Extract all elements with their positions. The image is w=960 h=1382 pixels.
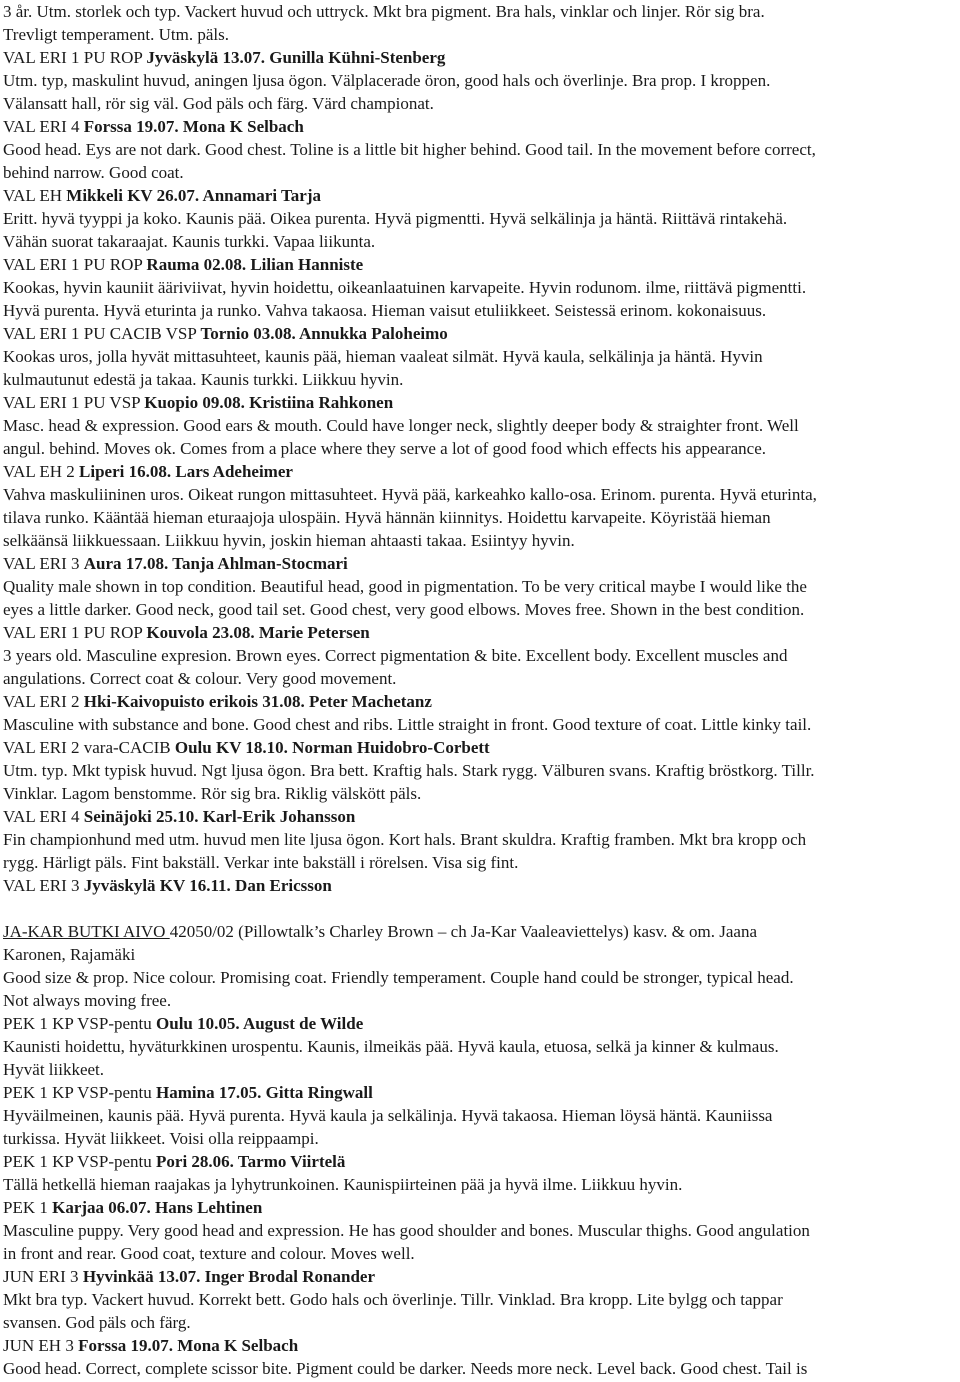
text-line bbox=[3, 966, 960, 989]
text-line bbox=[3, 575, 960, 598]
text-segment: PEK 1 bbox=[3, 1198, 53, 1217]
text-line bbox=[3, 368, 960, 391]
text-segment: VAL ERI 1 PU ROP bbox=[3, 48, 147, 67]
text-segment: Hyvä purenta. Hyvä eturinta ja runko. Vahva takaosa. Hieman vaisut etuliikkeet. Seistessä erinom. kokonaisuus. bbox=[3, 301, 767, 320]
show-heading: Oulu KV 18.10. Norman Huidobro-Corbett bbox=[174, 738, 490, 757]
blank-line bbox=[3, 897, 960, 920]
text-segment: VAL ERI 1 PU VSP bbox=[3, 393, 145, 412]
text-segment: Good size & prop. Nice colour. Promising coat. Friendly temperament. Couple hand could be stronger, typical head. bbox=[3, 968, 794, 987]
text-segment: VAL ERI 3 bbox=[3, 554, 84, 573]
text-segment: kulmautunut edestä ja takaa. Kaunis turkki. Liikkuu hyvin. bbox=[3, 370, 404, 389]
text-segment: angul. behind. Moves ok. Comes from a place where they serve a lot of good food which effects his appearance. bbox=[3, 439, 767, 458]
text-line bbox=[3, 1173, 960, 1196]
text-segment: JUN ERI 3 bbox=[3, 1267, 83, 1286]
text-line bbox=[3, 552, 960, 575]
text-segment: Masculine with substance and bone. Good chest and ribs. Little straight in front. Good texture of coat. Little kinky tail. bbox=[3, 715, 812, 734]
text-line bbox=[3, 23, 960, 46]
text-segment: Trevligt temperament. Utm. päls. bbox=[3, 25, 230, 44]
text-segment: selkäänsä liikkuessaan. Liikkuu hyvin, joskin hieman ahtaasti takaa. Esiintyy hyvin. bbox=[3, 531, 575, 550]
text-segment: turkissa. Hyvät liikkeet. Voisi olla reippaampi. bbox=[3, 1129, 319, 1148]
text-line bbox=[3, 161, 960, 184]
text-segment: Utm. typ. Mkt typisk huvud. Ngt ljusa ögon. Bra bett. Kraftig hals. Stark rygg. Välburen svans. Kraftig bröstkorg. Tillr. bbox=[3, 761, 815, 780]
text-segment: svansen. God päls och färg. bbox=[3, 1313, 191, 1332]
text-line bbox=[3, 1357, 960, 1380]
show-heading: Seinäjoki 25.10. Karl-Erik Johansson bbox=[83, 807, 356, 826]
text-segment: 3 år. Utm. storlek och typ. Vackert huvud och uttryck. Mkt bra pigment. Bra hals, vinklar och linjer. Rör sig bra. bbox=[3, 2, 765, 21]
text-line bbox=[3, 1150, 960, 1173]
show-heading: Kouvola 23.08. Marie Petersen bbox=[146, 623, 370, 642]
text-line bbox=[3, 828, 960, 851]
show-heading: Rauma 02.08. Lilian Hanniste bbox=[146, 255, 364, 274]
text-segment: Not always moving free. bbox=[3, 991, 172, 1010]
text-segment: Good head. Eys are not dark. Good chest. Toline is a little bit higher behind. Good tail. In the movement before correct, bbox=[3, 140, 816, 159]
show-heading: Tornio 03.08. Annukka Paloheimo bbox=[200, 324, 448, 343]
text-segment: PEK 1 KP VSP-pentu bbox=[3, 1083, 157, 1102]
text-line bbox=[3, 782, 960, 805]
dog-name: JA-KAR BUTKI AIVO bbox=[3, 922, 170, 941]
show-heading: Kuopio 09.08. Kristiina Rahkonen bbox=[144, 393, 394, 412]
text-line bbox=[3, 1242, 960, 1265]
text-segment: rygg. Härligt päls. Fint bakställ. Verkar inte bakställ i rörelsen. Visa sig fint. bbox=[3, 853, 519, 872]
text-segment: Kookas uros, jolla hyvät mittasuhteet, kaunis pää, hieman vaaleat silmät. Hyvä kaula, selkälinja ja häntä. Hyvin bbox=[3, 347, 763, 366]
text-line bbox=[3, 1265, 960, 1288]
text-line bbox=[3, 138, 960, 161]
text-line bbox=[3, 230, 960, 253]
text-line bbox=[3, 920, 960, 943]
text-line bbox=[3, 0, 960, 23]
text-line bbox=[3, 1219, 960, 1242]
text-segment: VAL EH bbox=[3, 186, 67, 205]
text-line bbox=[3, 414, 960, 437]
text-line bbox=[3, 1196, 960, 1219]
text-line bbox=[3, 690, 960, 713]
text-line bbox=[3, 92, 960, 115]
text-segment: Vähän suorat takaraajat. Kaunis turkki. Vapaa liikunta. bbox=[3, 232, 376, 251]
text-line bbox=[3, 1334, 960, 1357]
text-line bbox=[3, 805, 960, 828]
text-line bbox=[3, 1058, 960, 1081]
text-segment: VAL ERI 4 bbox=[3, 807, 84, 826]
text-line bbox=[3, 460, 960, 483]
text-segment: 42050/02 (Pillowtalk’s Charley Brown – ch Ja-Kar Vaaleaviettelys) kasv. & om. Jaana bbox=[169, 922, 758, 941]
show-heading: Forssa 19.07. Mona K Selbach bbox=[83, 117, 304, 136]
text-segment: Vahva maskuliininen uros. Oikeat rungon mittasuhteet. Hyvä pää, karkeahko kallo-osa. Erinom. purenta. Hyvä eturinta, bbox=[3, 485, 817, 504]
text-line bbox=[3, 989, 960, 1012]
text-segment: JUN EH 3 bbox=[3, 1336, 79, 1355]
show-heading: Jyväskylä KV 16.11. Dan Ericsson bbox=[83, 876, 332, 895]
text-line bbox=[3, 1311, 960, 1334]
text-segment: Tällä hetkellä hieman raajakas ja lyhytrunkoinen. Kaunispiirteinen pää ja hyvä ilme. Liikkuu hyvin. bbox=[3, 1175, 683, 1194]
text-line bbox=[3, 851, 960, 874]
text-line bbox=[3, 943, 960, 966]
text-line bbox=[3, 644, 960, 667]
text-line bbox=[3, 759, 960, 782]
text-line bbox=[3, 322, 960, 345]
text-segment: Välansatt hall, rör sig väl. God päls och färg. Värd championat. bbox=[3, 94, 434, 113]
text-line bbox=[3, 598, 960, 621]
show-heading: Pori 28.06. Tarmo Viirtelä bbox=[156, 1152, 346, 1171]
text-segment: VAL ERI 2 bbox=[3, 692, 84, 711]
text-segment: VAL ERI 1 PU ROP bbox=[3, 623, 147, 642]
text-line bbox=[3, 1012, 960, 1035]
text-segment: Karonen, Rajamäki bbox=[3, 945, 136, 964]
text-segment: VAL ERI 1 PU CACIB VSP bbox=[3, 324, 201, 343]
text-line bbox=[3, 276, 960, 299]
text-line bbox=[3, 69, 960, 92]
text-line bbox=[3, 667, 960, 690]
text-line bbox=[3, 736, 960, 759]
text-segment: PEK 1 KP VSP-pentu bbox=[3, 1152, 157, 1171]
text-segment: Masc. head & expression. Good ears & mouth. Could have longer neck, slightly deeper body & straighter front. Well bbox=[3, 416, 799, 435]
show-heading: Karjaa 06.07. Hans Lehtinen bbox=[52, 1198, 263, 1217]
text-line bbox=[3, 391, 960, 414]
text-line bbox=[3, 299, 960, 322]
text-line bbox=[3, 874, 960, 897]
text-segment: VAL ERI 2 vara-CACIB bbox=[3, 738, 175, 757]
text-segment: Hyväilmeinen, kaunis pää. Hyvä purenta. Hyvä kaula ja selkälinja. Hyvä takaosa. Hieman löysä häntä. Kauniissa bbox=[3, 1106, 773, 1125]
show-heading: Liperi 16.08. Lars Adeheimer bbox=[79, 462, 293, 481]
show-heading: Hamina 17.05. Gitta Ringwall bbox=[156, 1083, 373, 1102]
text-line bbox=[3, 115, 960, 138]
text-segment: Vinklar. Lagom benstomme. Rör sig bra. Riklig välskött päls. bbox=[3, 784, 422, 803]
text-line bbox=[3, 1127, 960, 1150]
text-segment: in front and rear. Good coat, texture and colour. Moves well. bbox=[3, 1244, 415, 1263]
text-segment: angulations. Correct coat & colour. Very good movement. bbox=[3, 669, 397, 688]
text-segment: VAL ERI 4 bbox=[3, 117, 84, 136]
show-heading: Hki-Kaivopuisto erikois 31.08. Peter Machetanz bbox=[83, 692, 432, 711]
text-segment: Utm. typ, maskulint huvud, aningen ljusa ögon. Välplacerade öron, good hals och överlinje. Bra prop. I kroppen. bbox=[3, 71, 771, 90]
text-line bbox=[3, 1288, 960, 1311]
text-line bbox=[3, 529, 960, 552]
text-segment: VAL EH 2 bbox=[3, 462, 80, 481]
show-heading: Aura 17.08. Tanja Ahlman-Stocmari bbox=[83, 554, 348, 573]
show-heading: Jyväskylä 13.07. Gunilla Kühni-Stenberg bbox=[146, 48, 446, 67]
show-heading: Oulu 10.05. August de Wilde bbox=[156, 1014, 364, 1033]
text-line bbox=[3, 253, 960, 276]
text-segment: Fin championhund med utm. huvud men lite ljusa ögon. Kort hals. Brant skuldra. Kraftig framben. Mkt bra kropp och bbox=[3, 830, 807, 849]
text-segment: Kaunisti hoidettu, hyväturkkinen urospentu. Kaunis, ilmeikäs pää. Hyvä kaula, etuosa, selkä ja kinner & kulmaus. bbox=[3, 1037, 779, 1056]
text-segment: PEK 1 KP VSP-pentu bbox=[3, 1014, 157, 1033]
text-line bbox=[3, 1104, 960, 1127]
show-heading: Hyvinkää 13.07. Inger Brodal Ronander bbox=[82, 1267, 376, 1286]
text-line bbox=[3, 437, 960, 460]
text-segment: Kookas, hyvin kauniit ääriviivat, hyvin hoidettu, oikeanlaatuinen karvapeite. Hyvin rodunom. ilme, riittävä pigmentti. bbox=[3, 278, 807, 297]
show-heading: Mikkeli KV 26.07. Annamari Tarja bbox=[66, 186, 321, 205]
text-segment: Good head. Correct, complete scissor bite. Pigment could be darker. Needs more neck. Level back. Good chest. Tail is bbox=[3, 1359, 808, 1378]
text-line bbox=[3, 506, 960, 529]
text-segment: Quality male shown in top condition. Beautiful head, good in pigmentation. To be very critical maybe I would like the bbox=[3, 577, 807, 596]
text-segment: 3 years old. Masculine expresion. Brown eyes. Correct pigmentation & bite. Excellent body. Excellent muscles and bbox=[3, 646, 788, 665]
text-segment: VAL ERI 3 bbox=[3, 876, 84, 895]
text-segment: tilava runko. Kääntää hieman eturaajoja ulospäin. Hyvä hännän kiinnitys. Hoidettu karvapeite. Köyristää hieman bbox=[3, 508, 771, 527]
text-segment: behind narrow. Good coat. bbox=[3, 163, 184, 182]
text-line bbox=[3, 483, 960, 506]
text-line bbox=[3, 345, 960, 368]
text-segment: Hyvät liikkeet. bbox=[3, 1060, 105, 1079]
text-segment: Eritt. hyvä tyyppi ja koko. Kaunis pää. Oikea purenta. Hyvä pigmentti. Hyvä selkälinja ja häntä. Riittävä rintakehä. bbox=[3, 209, 788, 228]
text-segment: Mkt bra typ. Vackert huvud. Korrekt bett. Godo hals och överlinje. Tillr. Vinklad. Bra kropp. Lite bylgg och tappar bbox=[3, 1290, 783, 1309]
text-line bbox=[3, 207, 960, 230]
text-segment: VAL ERI 1 PU ROP bbox=[3, 255, 147, 274]
text-line bbox=[3, 184, 960, 207]
text-line bbox=[3, 1081, 960, 1104]
text-segment: Masculine puppy. Very good head and expression. He has good shoulder and bones. Muscular thighs. Good angulation bbox=[3, 1221, 810, 1240]
text-line bbox=[3, 1035, 960, 1058]
text-segment: eyes a little darker. Good neck, good tail set. Good chest, very good elbows. Moves free. Shown in the best condition. bbox=[3, 600, 805, 619]
text-line bbox=[3, 713, 960, 736]
text-line bbox=[3, 621, 960, 644]
text-line bbox=[3, 46, 960, 69]
show-heading: Forssa 19.07. Mona K Selbach bbox=[78, 1336, 299, 1355]
